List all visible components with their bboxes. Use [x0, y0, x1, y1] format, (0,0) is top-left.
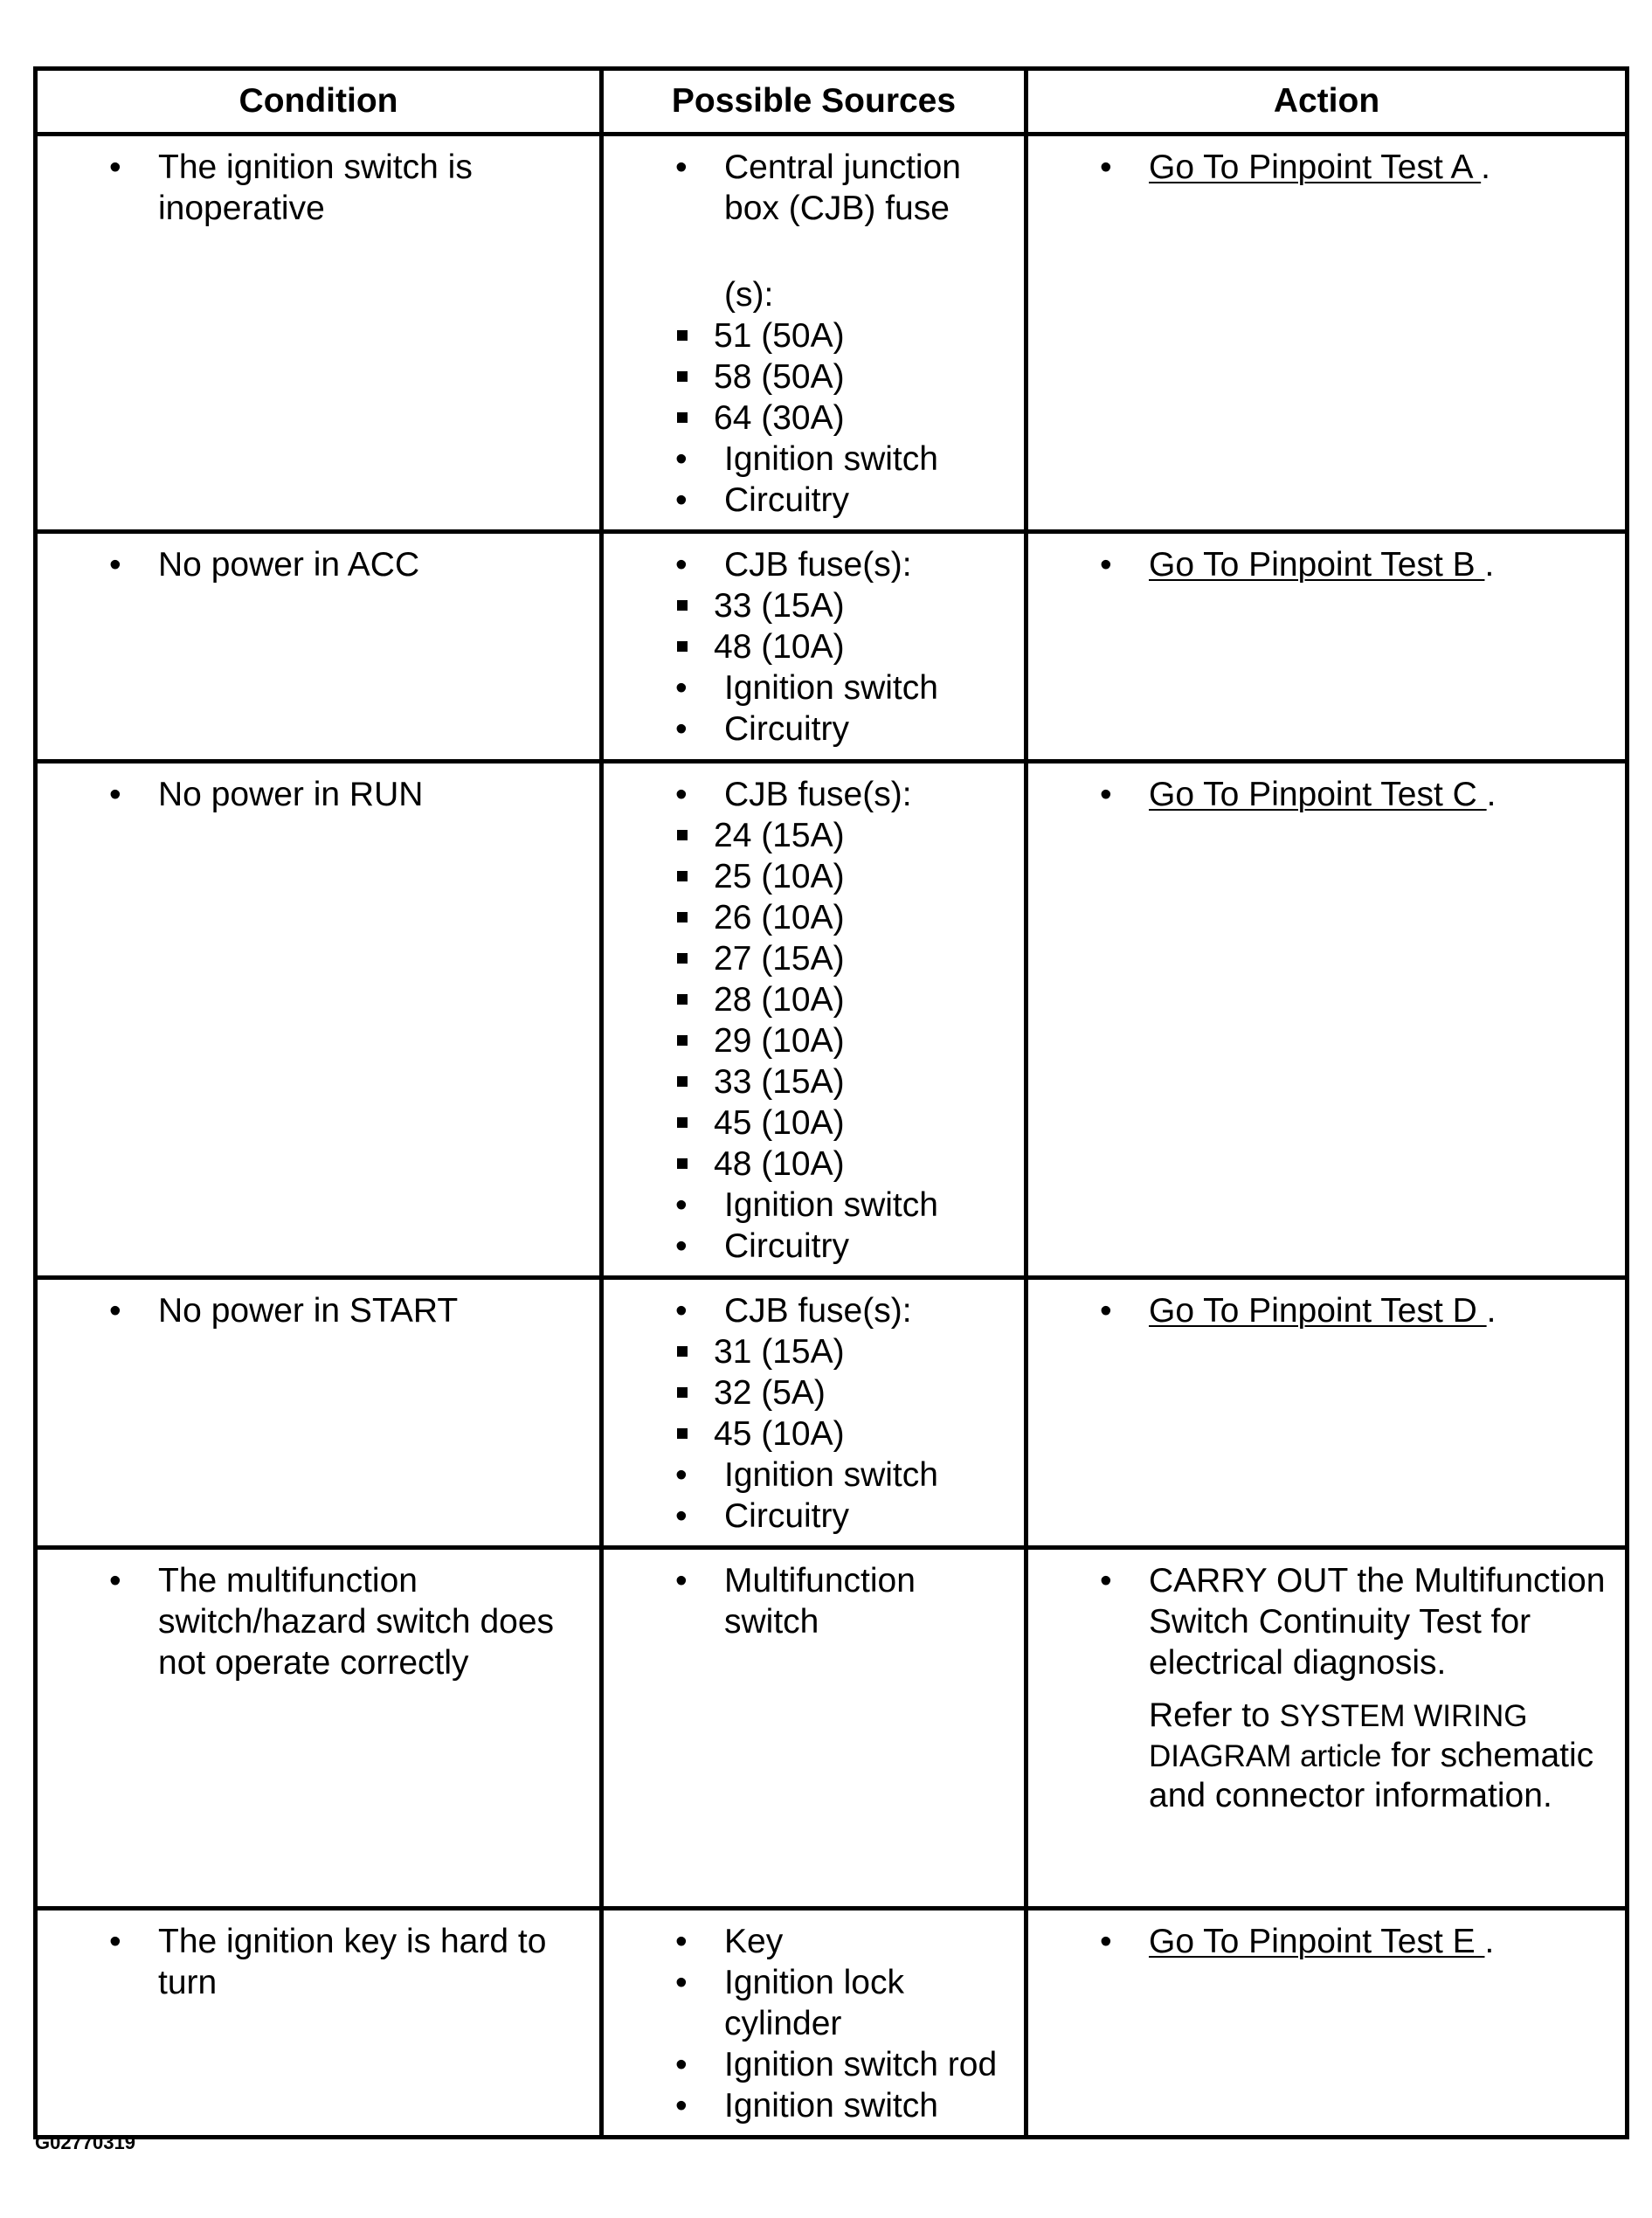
fuse-item: 24 (15A): [604, 815, 1015, 856]
source-item: [604, 147, 1015, 315]
pinpoint-test-b-link[interactable]: Go To Pinpoint Test B: [1149, 546, 1485, 584]
pinpoint-test-e-link[interactable]: Go To Pinpoint Test E: [1149, 1923, 1485, 1960]
fuse-item: 33 (15A): [604, 1061, 1015, 1102]
diagnosis-table-container: [33, 66, 1625, 2139]
action-item: [1028, 147, 1616, 188]
condition-cell: [36, 1278, 602, 1548]
fuse-item: 26 (10A): [604, 897, 1015, 938]
sources-cell: [602, 1909, 1026, 2138]
pinpoint-test-c-link[interactable]: Go To Pinpoint Test C: [1149, 776, 1487, 813]
action-cell: [1026, 1278, 1628, 1548]
table-row: [36, 135, 1628, 532]
action-cell: [1026, 1909, 1628, 2138]
fuse-item: 58 (50A): [604, 356, 1015, 397]
action-cell: [1026, 135, 1628, 532]
sources-cell: [602, 135, 1026, 532]
action-item: [1028, 1290, 1616, 1331]
source-item: • Ignition switch: [604, 2085, 1015, 2126]
wiring-diagram-reference: SYSTEM WIRING DIAGRAM article: [1149, 1699, 1528, 1773]
condition-text: • The ignition switch is inoperative: [38, 147, 591, 229]
sources-cell: [602, 532, 1026, 762]
condition-cell: [36, 1548, 602, 1909]
action-period: .: [1486, 776, 1496, 813]
action-item: [1028, 544, 1616, 585]
condition-cell: [36, 135, 602, 532]
wiring-note: [1149, 1696, 1616, 1815]
condition-text: • The ignition key is hard to turn: [38, 1921, 591, 2003]
sources-cell: [602, 762, 1026, 1278]
source-item: • CJB fuse(s):: [604, 544, 1015, 585]
source-item: • Circuitry: [604, 480, 1015, 521]
condition-cell: [36, 532, 602, 762]
note-suffix: for schematic and connector information.: [1149, 1737, 1594, 1814]
symptom-chart-table: [33, 66, 1629, 2139]
condition-cell: [36, 1909, 602, 2138]
condition-text: • No power in RUN: [38, 774, 591, 815]
sources-cell: [602, 1278, 1026, 1548]
source-item: • Ignition switch: [604, 667, 1015, 708]
header-possible-sources: Possible Sources: [602, 69, 1026, 135]
note-prefix: Refer to: [1149, 1696, 1270, 1734]
condition-text: • The multifunction switch/hazard switch does not operate correctly: [38, 1560, 591, 1683]
table-row: [36, 532, 1628, 762]
fuse-item: 27 (15A): [604, 938, 1015, 979]
table-row: [36, 1278, 1628, 1548]
fuse-item: 48 (10A): [604, 626, 1015, 667]
fuse-item: 31 (15A): [604, 1331, 1015, 1372]
source-item: • Key: [604, 1921, 1015, 1962]
fuse-item: 32 (5A): [604, 1372, 1015, 1413]
fuse-item: 64 (30A): [604, 397, 1015, 439]
source-item: • Ignition switch: [604, 1454, 1015, 1496]
source-item: • CJB fuse(s):: [604, 774, 1015, 815]
condition-cell: [36, 762, 602, 1278]
fuse-item: 25 (10A): [604, 856, 1015, 897]
pinpoint-test-a-link[interactable]: Go To Pinpoint Test A: [1149, 149, 1482, 186]
source-item: • Ignition switch: [604, 439, 1015, 480]
fuse-item: 48 (10A): [604, 1144, 1015, 1185]
action-cell: [1026, 532, 1628, 762]
source-item: • Circuitry: [604, 708, 1015, 750]
condition-text: • No power in ACC: [38, 544, 591, 585]
fuse-item: 45 (10A): [604, 1102, 1015, 1144]
table-row: [36, 1909, 1628, 2138]
fuse-item: 45 (10A): [604, 1413, 1015, 1454]
source-item: • Ignition switch rod: [604, 2044, 1015, 2085]
source-item: • Multifunction switch: [604, 1560, 1015, 1642]
action-item: [1028, 1921, 1616, 1962]
table-row: [36, 1548, 1628, 1909]
figure-id: G02770319: [35, 2132, 135, 2153]
action-period: .: [1486, 1292, 1496, 1330]
header-condition: Condition: [36, 69, 602, 135]
action-cell: [1026, 1548, 1628, 1909]
source-text-cont: (s):: [724, 276, 774, 314]
action-item: [1028, 774, 1616, 815]
action-period: .: [1484, 1923, 1495, 1960]
table-row: [36, 762, 1628, 1278]
fuse-item: 29 (10A): [604, 1020, 1015, 1061]
source-text: • Central junction box (CJB) fuse: [724, 149, 961, 227]
fuse-item: 51 (50A): [604, 315, 1015, 356]
action-text: • CARRY OUT the Multifunction Switch Continuity Test for electrical diagnosis.: [1028, 1560, 1616, 1683]
action-period: .: [1484, 546, 1495, 584]
action-period: .: [1481, 149, 1490, 186]
source-item: • Ignition switch: [604, 1185, 1015, 1226]
header-action: Action: [1026, 69, 1628, 135]
source-item: • Circuitry: [604, 1226, 1015, 1267]
header-row: [36, 69, 1628, 135]
action-cell: [1026, 762, 1628, 1278]
source-item: • Circuitry: [604, 1496, 1015, 1537]
source-item: • Ignition lock cylinder: [604, 1962, 1015, 2044]
pinpoint-test-d-link[interactable]: Go To Pinpoint Test D: [1149, 1292, 1487, 1330]
sources-cell: [602, 1548, 1026, 1909]
fuse-item: 33 (15A): [604, 585, 1015, 626]
condition-text: • No power in START: [38, 1290, 591, 1331]
fuse-item: 28 (10A): [604, 979, 1015, 1020]
source-item: • CJB fuse(s):: [604, 1290, 1015, 1331]
